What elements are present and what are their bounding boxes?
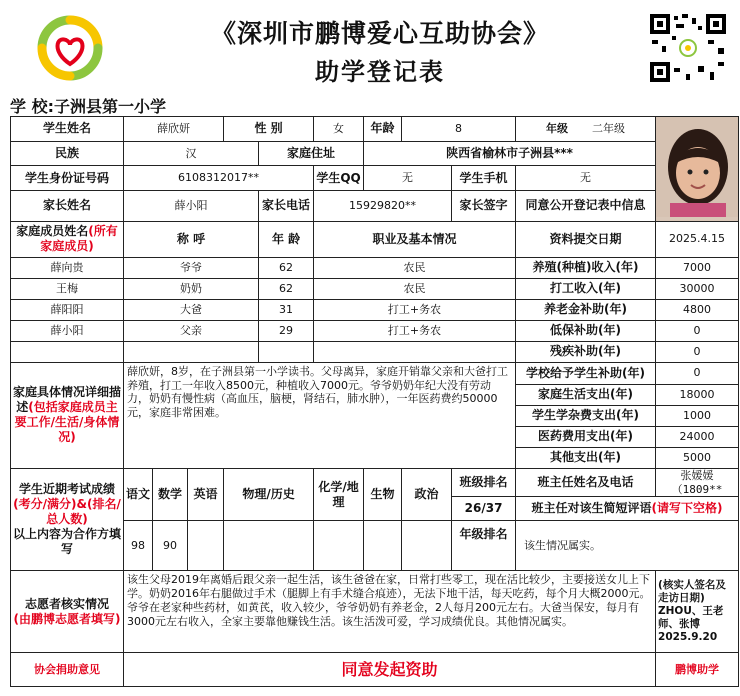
grade-value: 二年级: [592, 121, 626, 135]
member-name: 薛向贵: [11, 257, 124, 278]
member-name: 薛阳阳: [11, 299, 124, 320]
family-row-empty: [11, 341, 739, 362]
parent-phone-label: 家长电话: [259, 190, 314, 221]
score-math: 90: [153, 521, 188, 571]
finance-label: 学生学杂费支出(年): [516, 405, 656, 426]
form-header: [0, 0, 740, 96]
row-situation: [11, 362, 739, 384]
member-job: 打工+务农: [314, 299, 516, 320]
subject-english: 英语: [188, 468, 224, 521]
member-job: 打工+务农: [314, 320, 516, 341]
score-biology: [364, 521, 402, 571]
subject-math: 数学: [153, 468, 188, 521]
situation-text: 薛欣妍，8岁，在子洲县第一小学读书。父母离异，家庭开销靠父亲和大爸打工养殖，打工一年收入8500元，种植收入7000元。爷爷奶奶年纪大没有劳动力，奶奶有慢性病（高血压，脑梗，肾结石，肺水肿），一年医药费约50000元，家庭非常困难。: [124, 362, 516, 468]
subject-chinese: 语文: [124, 468, 153, 521]
row-scores-header: [11, 468, 739, 497]
age-label: 年龄: [364, 117, 402, 142]
member-job: 农民: [314, 257, 516, 278]
family-age-header: 年 龄: [259, 221, 314, 257]
volunteer-label: 志愿者核实情况: [24, 596, 109, 611]
teacher-label: 班主任姓名及电话: [516, 468, 656, 497]
submit-date-label: 资料提交日期: [516, 221, 656, 257]
verify-date: 2025.9.20: [658, 631, 718, 644]
subject-physics-history: 物理/历史: [224, 468, 314, 521]
score-chemistry-geography: [314, 521, 364, 571]
form-title: 《深圳市鹏博爱心互助协会》: [210, 19, 549, 48]
score-chinese: 98: [124, 521, 153, 571]
teacher-value: 张媛媛（1809**: [656, 468, 739, 497]
family-name-header-note: (所有家庭成员): [40, 224, 118, 254]
finance-value: 24000: [656, 426, 739, 447]
parent-phone: 15929820**: [314, 190, 452, 221]
finance-label: 残疾补助(年): [516, 341, 656, 362]
member-age: 62: [259, 278, 314, 299]
member-job: 农民: [314, 278, 516, 299]
teacher-comment: 该生情况属实。: [516, 521, 739, 571]
finance-value: 4800: [656, 299, 739, 320]
scores-label-note: (考分/满分)&(排名/总人数): [13, 497, 121, 526]
finance-label: 医药费用支出(年): [516, 426, 656, 447]
row-id-contact: [11, 166, 739, 191]
row-ethnic-address: [11, 141, 739, 166]
subject-chemistry-geography: 化学/地理: [314, 468, 364, 521]
family-name-header: [11, 221, 124, 257]
qq-value: 无: [364, 166, 452, 191]
grade-cell: [516, 117, 656, 142]
finance-value: 7000: [656, 257, 739, 278]
finance-label: 低保补助(年): [516, 320, 656, 341]
parent-name-label: 家长姓名: [11, 190, 124, 221]
donation-org: 鹏博助学: [656, 653, 739, 687]
finance-label: 学校给予学生补助(年): [516, 362, 656, 384]
finance-value: 18000: [656, 384, 739, 405]
score-physics-history: [224, 521, 314, 571]
row-family-header: [11, 221, 739, 257]
family-relation-header: 称 呼: [124, 221, 259, 257]
finance-value: 0: [656, 362, 739, 384]
volunteer-label-note: (由鹏博志愿者填写): [13, 611, 121, 626]
row-parent: [11, 190, 739, 221]
comment-label-cell: [516, 497, 739, 521]
situation-label: 家庭具体情况详细描述: [13, 385, 122, 415]
student-photo: [656, 117, 739, 222]
member-age: 31: [259, 299, 314, 320]
verifier-cell: [656, 571, 739, 653]
id-label: 学生身份证号码: [11, 166, 124, 191]
ethnic-label: 民族: [11, 141, 124, 166]
verifier-label: (核实人签名及走访日期): [658, 578, 726, 605]
family-row: [11, 278, 739, 299]
family-row: [11, 299, 739, 320]
finance-value: 0: [656, 320, 739, 341]
student-name: 薛欣妍: [124, 117, 224, 142]
qr-code-icon: [648, 12, 728, 84]
family-row: [11, 320, 739, 341]
finance-label: 养老金补助(年): [516, 299, 656, 320]
finance-label: 其他支出(年): [516, 447, 656, 468]
row-footer: [11, 653, 739, 687]
association-logo-icon: [30, 8, 110, 88]
comment-label-note: (请写下空格): [651, 501, 723, 516]
finance-value: 30000: [656, 278, 739, 299]
situation-label-cell: [11, 362, 124, 468]
ethnic-value: 汉: [124, 141, 259, 166]
row-volunteer: [11, 571, 739, 653]
class-rank-label: 班级排名: [452, 468, 516, 497]
parent-sign-label: 家长签字: [452, 190, 516, 221]
family-job-header: 职业及基本情况: [314, 221, 516, 257]
donation-opinion: 同意发起资助: [124, 653, 656, 687]
qq-label: 学生QQ: [314, 166, 364, 191]
grade-rank-label: 年级排名: [459, 527, 508, 542]
finance-label: 打工收入(年): [516, 278, 656, 299]
donation-opinion-label: 协会捐助意见: [11, 653, 124, 687]
row-student-basic: [11, 117, 739, 142]
subject-politics: 政治: [402, 468, 452, 521]
verifier-names: ZHOU、王老师、张博: [658, 605, 724, 631]
form-subtitle: 助学登记表: [315, 57, 445, 86]
finance-value: 5000: [656, 447, 739, 468]
scores-label-tail: 以上内容为合作方填写: [13, 527, 122, 556]
gender-value: 女: [314, 117, 364, 142]
address-label: 家庭住址: [259, 141, 364, 166]
member-relation: 奶奶: [124, 278, 259, 299]
phone-label: 学生手机: [452, 166, 516, 191]
situation-label-note: (包括家庭成员主要工作/生活/身体情况): [14, 400, 120, 445]
member-name: 王梅: [11, 278, 124, 299]
class-rank-value: 26/37: [452, 497, 516, 521]
parent-name: 薛小阳: [124, 190, 259, 221]
scores-label-cell: [11, 468, 124, 571]
comment-label: 班主任对该生简短评语: [531, 501, 652, 516]
member-relation: 爷爷: [124, 257, 259, 278]
score-english: [188, 521, 224, 571]
family-name-header-text: 家庭成员姓名: [16, 224, 89, 239]
age-value: 8: [402, 117, 516, 142]
parent-sign: 同意公开登记表中信息: [516, 190, 656, 221]
school-line: [10, 94, 166, 117]
score-politics: [402, 521, 452, 571]
student-photo-icon: [656, 117, 739, 217]
member-age: 29: [259, 320, 314, 341]
finance-value: 1000: [656, 405, 739, 426]
student-name-label: 学生姓名: [11, 117, 124, 142]
volunteer-text: 该生父母2019年离婚后跟父亲一起生活，该生爸爸在家，日常打些零工，现在活比较少，主要接送女儿上下学。奶奶2016年右腿做过手术（腿脚上有手术缝合痕迹），无法下地干活，每天吃药，每个月大概2000元。爷爷在老家种些药材，如黄芪，收入较少，爷爷奶奶有养老金，2人每月200元左右。大爸当保安，每月有3000元左右收入，全家主要靠他赚钱生活。该生活泼可爱，学习成绩优良。其他情况属实。: [124, 571, 656, 653]
family-row: [11, 257, 739, 278]
member-relation: 父亲: [124, 320, 259, 341]
member-name: 薛小阳: [11, 320, 124, 341]
school-label: 学 校:: [10, 97, 54, 116]
school-value: 子洲县第一小学: [53, 97, 166, 116]
phone-value: 无: [516, 166, 656, 191]
finance-label: 家庭生活支出(年): [516, 384, 656, 405]
finance-value: 0: [656, 341, 739, 362]
member-age: 62: [259, 257, 314, 278]
submit-date: 2025.4.15: [656, 221, 739, 257]
member-relation: 大爸: [124, 299, 259, 320]
finance-label: 养殖(种植)收入(年): [516, 257, 656, 278]
registration-table: [10, 116, 739, 687]
subject-biology: 生物: [364, 468, 402, 521]
gender-label: 性 别: [224, 117, 314, 142]
volunteer-label-cell: [11, 571, 124, 653]
grade-label: 年级: [546, 121, 569, 135]
address-value: 陕西省榆林市子洲县***: [364, 141, 656, 166]
id-value: 6108312017**: [124, 166, 314, 191]
grade-rank-cell: [452, 521, 516, 571]
scores-label: 学生近期考试成绩: [18, 482, 115, 496]
